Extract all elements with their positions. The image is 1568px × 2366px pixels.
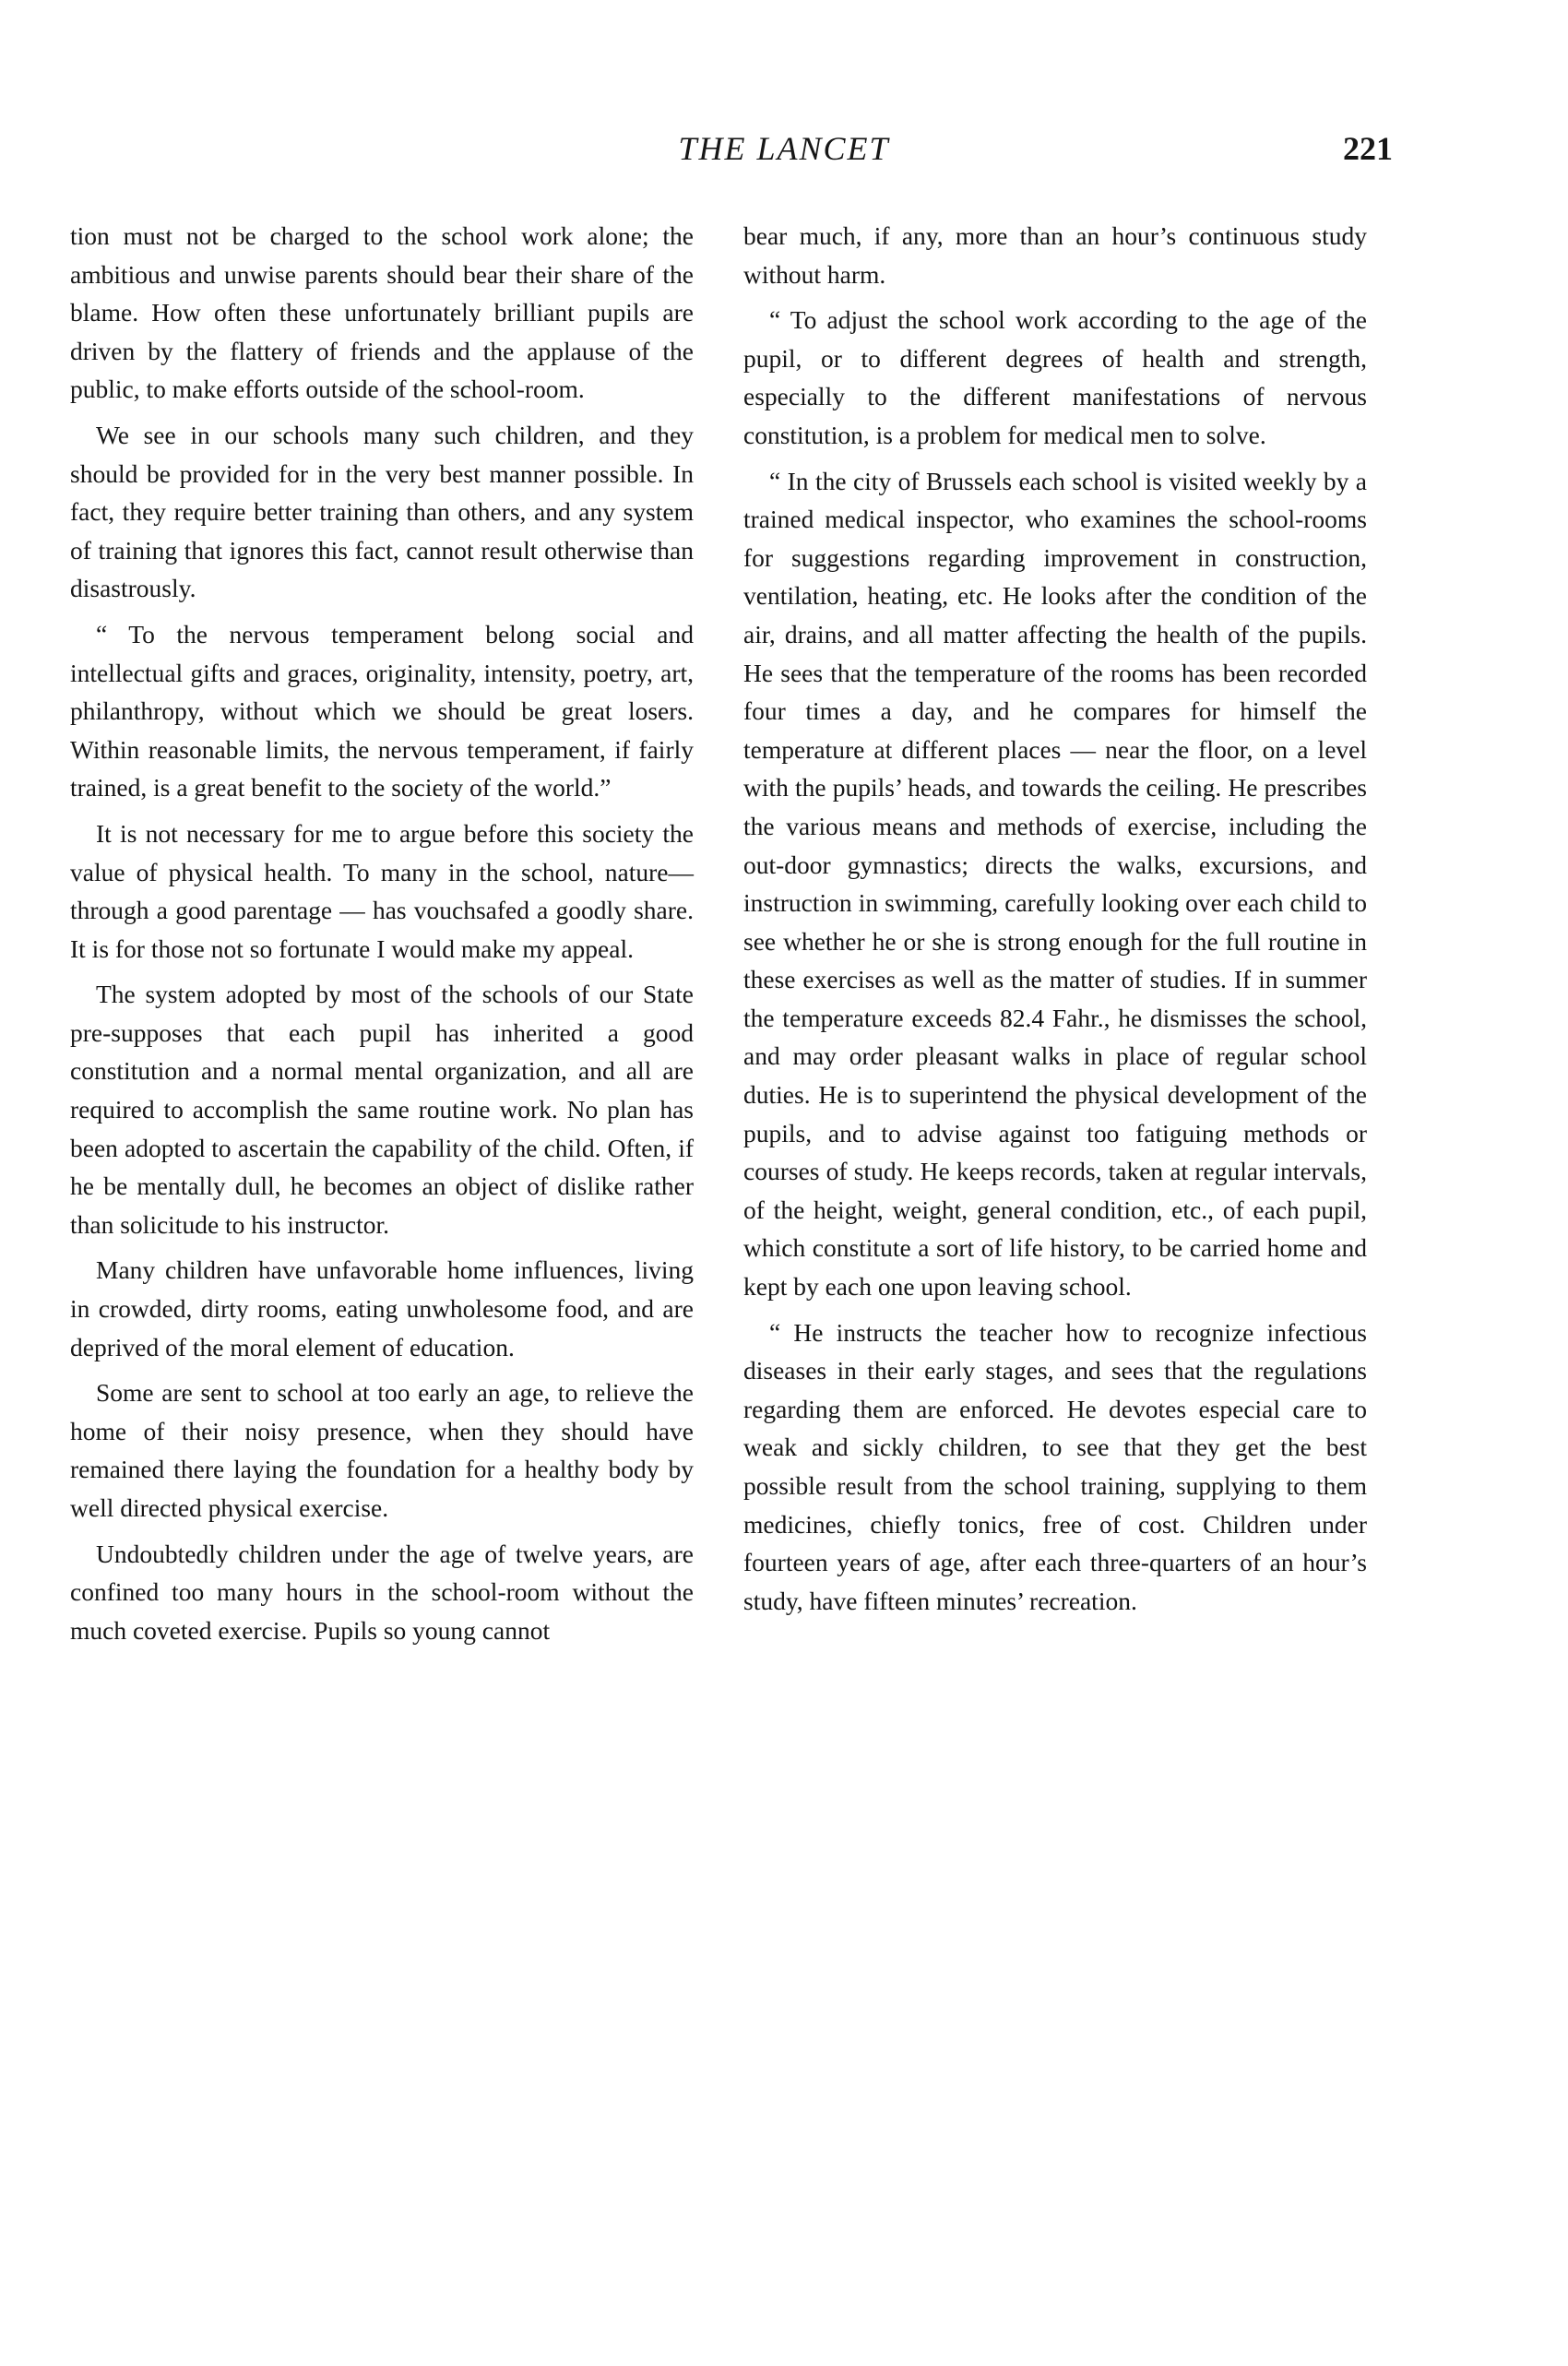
left-column	[70, 217, 694, 1649]
paragraph: Undoubtedly children under the age of twelve years, are confined too many hours in the school-room without the much coveted exercise. Pupils so young cannot	[70, 1539, 694, 1645]
quoted-paragraph: “ In the city of Brussels each school is visited weekly by a trained medical inspector, who examines the school-rooms for suggestions regarding improvement in construction, ventilation, heating, etc. He looks after the condition of the air, drains, and all matter affecting the health of the pupils. He sees that the temperature of the rooms has been recorded four times a day, and he compares for himself the temperature at different places — near the floor, on a level with the pupils’ heads, and towards the ceiling. He prescribes the various means and methods of exercise, including the out-door gymnastics; directs the walks, excursions, and instruction in swimming, carefully looking over each child to see whether he or she is strong enough for the full routine in these exercises as well as the matter of studies. If in summer the temperature exceeds 82.4 Fahr., he dismisses the school, and may order pleasant walks in place of regular school duties. He is to superintend the physical development of the pupils, and to advise against too fatiguing methods or courses of study. He keeps records, taken at regular intervals, of the height, weight, general condition, etc., of each pupil, which constitute a sort of life history, to be carried home and kept by each one upon leaving school.	[743, 466, 1367, 1302]
paragraph: We see in our schools many such children, and they should be provided for in the very best manner possible. In fact, they require better training than others, and any system of training that ignores this fact, cannot result otherwise than disastrously.	[70, 420, 694, 603]
quoted-paragraph: “ To adjust the school work according to the age of the pupil, or to different degrees of health and strength, especially to the different manifestations of nervous constitution, is a problem for medical men to solve.	[743, 305, 1367, 449]
paragraph: The system adopted by most of the schools of our State pre-supposes that each pupil has inherited a good constitution and a normal mental organization, and all are required to accomplish the same routine work. No plan has been adopted to ascertain the capability of the child. Often, if he be mentally dull, he becomes an object of dislike rather than solicitude to his instructor.	[70, 980, 694, 1239]
page-number: 221	[1343, 130, 1393, 167]
paragraph: Some are sent to school at too early an age, to relieve the home of their noisy presence, when they should have remained there laying the foundation for a healthy body by well directed physical exercise.	[70, 1378, 694, 1522]
quoted-paragraph: “ To the nervous temperament belong social and intellectual gifts and graces, originality, intensity, poetry, art, philanthropy, without which we should be great losers. Within reasonable limits, the nervous temperament, if fairly trained, is a great benefit to the society of the world.”	[70, 619, 694, 803]
right-column	[743, 217, 1367, 1620]
quoted-paragraph: “ He instructs the teacher how to recognize infectious diseases in their early stages, and sees that the regulations regarding them are enforced. He devotes especial care to weak and sickly children, to see that they get the best possible result from the school training, supplying to them medicines, chiefly tonics, free of cost. Children under fourteen years of age, after each three-quarters of an hour’s study, have fifteen minutes’ recreation.	[743, 1317, 1367, 1615]
running-head	[0, 129, 1568, 184]
paragraph: bear much, if any, more than an hour’s continuous study without harm.	[743, 221, 1367, 289]
journal-title: THE LANCET	[678, 130, 890, 167]
paragraph: tion must not be charged to the school work alone; the ambitious and unwise parents should bear their share of the blame. How often these unfortunately brilliant pupils are driven by the flattery of friends and the applause of the public, to make efforts outside of the school-room.	[70, 221, 694, 404]
paragraph: Many children have unfavorable home influences, living in crowded, dirty rooms, eating unwholesome food, and are deprived of the moral element of education.	[70, 1255, 694, 1361]
paragraph: It is not necessary for me to argue before this society the value of physical health. To many in the school, nature—through a good parentage — has vouchsafed a goodly share. It is for those not so fortunate I would make my appeal.	[70, 818, 694, 963]
